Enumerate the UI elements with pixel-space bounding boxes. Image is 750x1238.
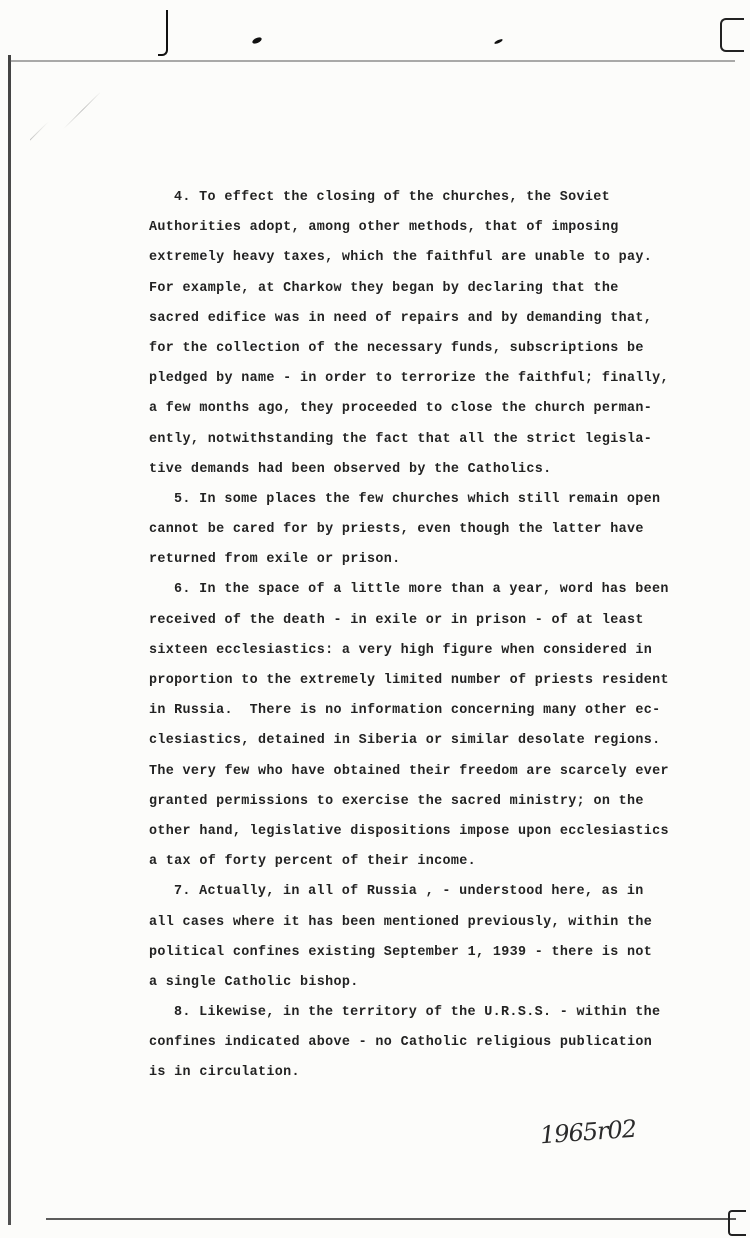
- document-line: political confines existing September 1, 1939 - there is not: [149, 944, 653, 960]
- handwritten-reference-code: 1965r02: [539, 1114, 637, 1150]
- document-line: cannot be cared for by priests, even though the latter have: [149, 522, 644, 538]
- document-line: sacred edifice was in need of repairs and by demanding that,: [149, 310, 653, 326]
- document-line: ently, notwithstanding the fact that all the strict legisla-: [149, 431, 653, 447]
- document-line: a few months ago, they proceeded to close the church perman-: [149, 401, 653, 417]
- document-body: [149, 183, 709, 1089]
- document-line: tive demands had been observed by the Catholics.: [149, 461, 552, 477]
- document-line: 5. In some places the few churches which still remain open: [174, 491, 661, 507]
- scan-noise-marks: [30, 60, 100, 180]
- document-line: The very few who have obtained their freedom are scarcely ever: [149, 763, 669, 779]
- scan-left-edge: [8, 55, 11, 1225]
- document-line: extremely heavy taxes, which the faithful are unable to pay.: [149, 250, 653, 266]
- ink-blot: [251, 36, 262, 45]
- document-line: a tax of forty percent of their income.: [149, 854, 477, 870]
- document-line: returned from exile or prison.: [149, 552, 401, 568]
- document-line: 7. Actually, in all of Russia , - understood here, as in: [174, 884, 644, 900]
- document-line: For example, at Charkow they began by declaring that the: [149, 280, 619, 296]
- scan-corner-tab-bottom: [728, 1210, 746, 1236]
- margin-bracket-mark: [158, 10, 168, 56]
- document-line: proportion to the extremely limited number of priests resident: [149, 673, 669, 688]
- document-line: pledged by name - in order to terrorize the faithful; finally,: [149, 371, 669, 387]
- document-line: 4. To effect the closing of the churches, the Soviet: [174, 190, 611, 205]
- document-line: received of the death - in exile or in prison - of at least: [149, 612, 644, 628]
- document-line: Authorities adopt, among other methods, that of imposing: [149, 220, 619, 236]
- document-line: all cases where it has been mentioned previously, within the: [149, 914, 653, 930]
- document-line: a single Catholic bishop.: [149, 974, 359, 990]
- scan-top-edge: [10, 60, 735, 62]
- document-line: for the collection of the necessary funds, subscriptions be: [149, 340, 644, 356]
- document-line: in Russia. There is no information concerning many other ec-: [149, 703, 661, 719]
- scan-bottom-edge: [46, 1218, 736, 1220]
- document-line: other hand, legislative dispositions impose upon ecclesiastics: [149, 823, 669, 839]
- document-line: sixteen ecclesiastics: a very high figure when considered in: [149, 642, 653, 658]
- scan-corner-tab-top: [720, 18, 744, 52]
- document-line: 8. Likewise, in the territory of the U.R.S.S. - within the: [174, 1005, 661, 1021]
- document-line: confines indicated above - no Catholic religious publication: [149, 1035, 653, 1051]
- document-line: granted permissions to exercise the sacred ministry; on the: [149, 793, 644, 809]
- ink-blot: [494, 38, 503, 45]
- document-line: is in circulation.: [149, 1065, 300, 1081]
- document-line: 6. In the space of a little more than a year, word has been: [174, 582, 669, 598]
- document-line: clesiastics, detained in Siberia or similar desolate regions.: [149, 733, 661, 749]
